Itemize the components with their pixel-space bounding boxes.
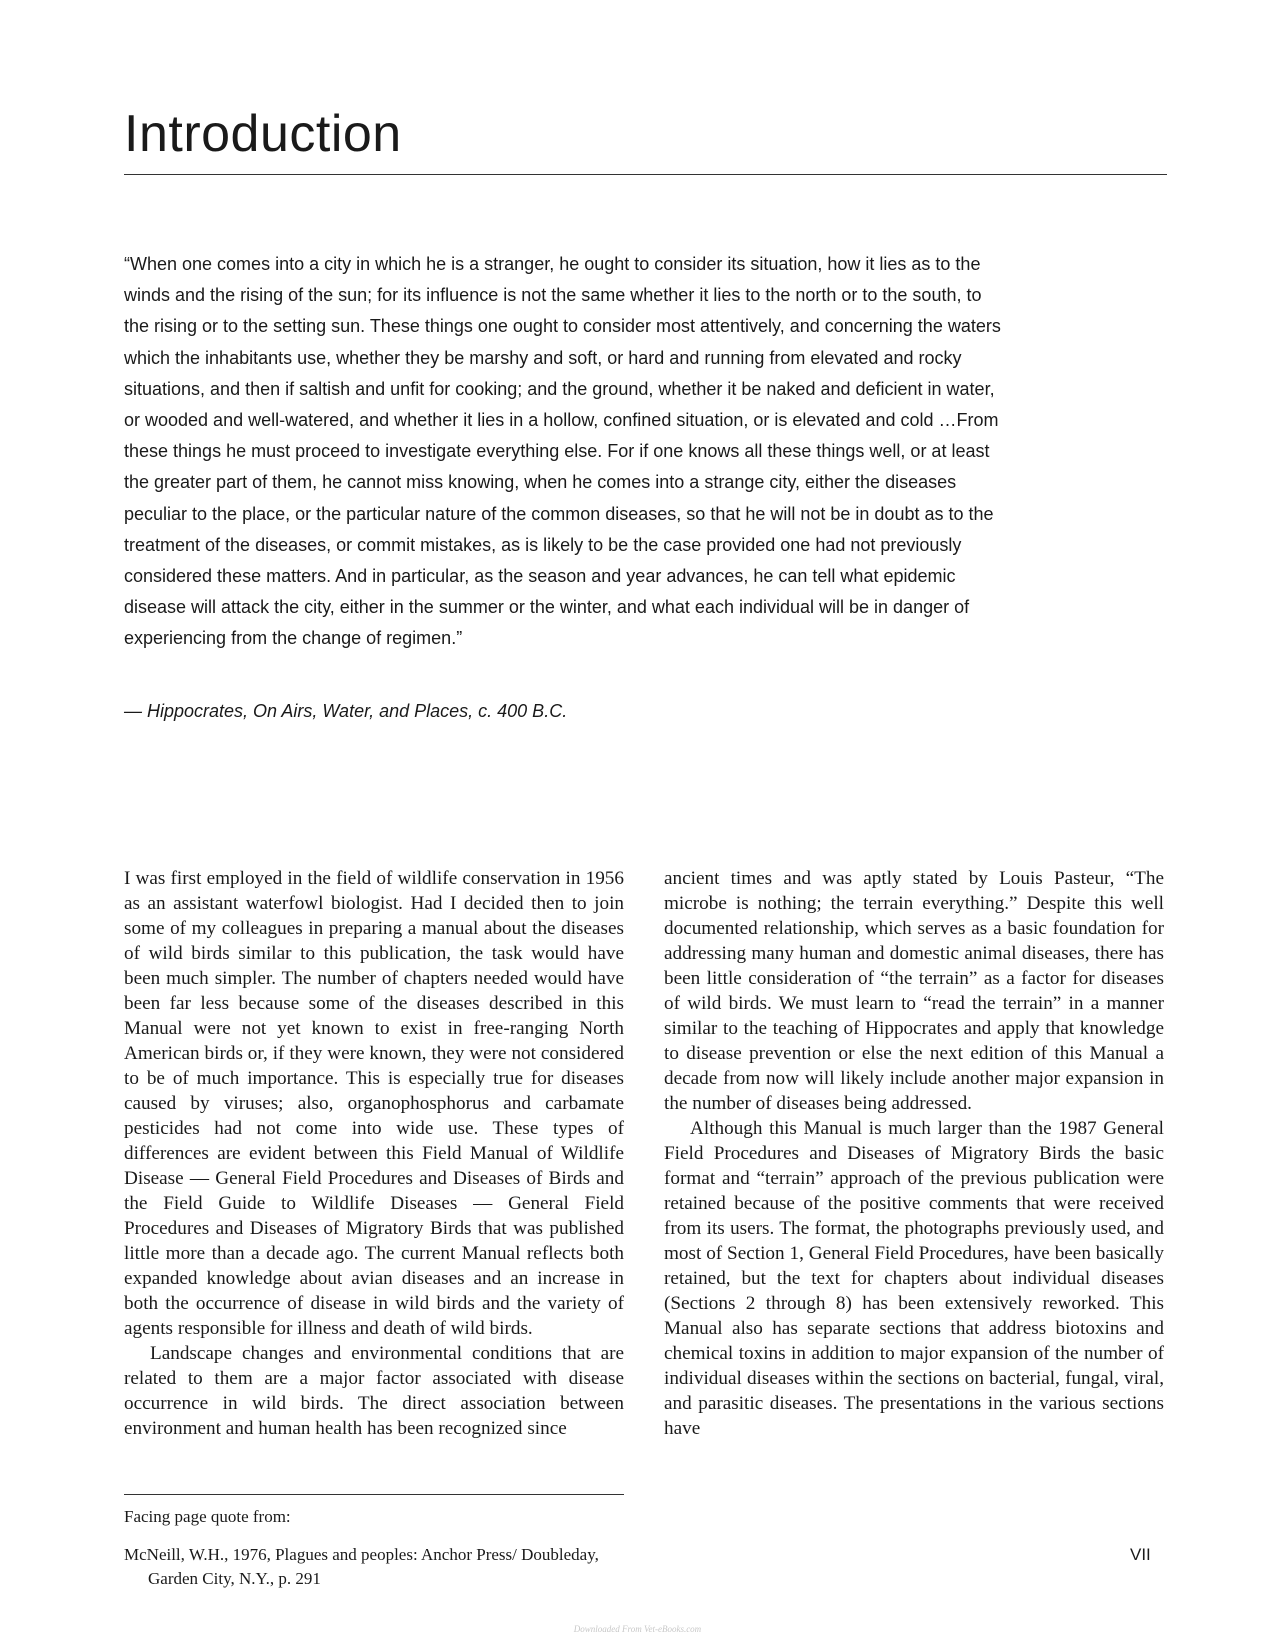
title-divider: [124, 174, 1167, 175]
epigraph-attribution: — Hippocrates, On Airs, Water, and Places, c. 400 B.C.: [124, 701, 568, 721]
footnote-reference: McNeill, W.H., 1976, Plagues and peoples: Anchor Press/ Doubleday, Garden City, N.Y., p. 291: [124, 1545, 599, 1588]
body-paragraph: Although this Manual is much larger than the 1987 General Field Procedures and Diseases of Migratory Birds the basic format and “terrain” approach of the previous publication were retained because of the positive comments that were received from its users. The format, the photographs previously used, and most of Section 1, General Field Procedures, have been basically retained, but the text for chapters about individual diseases (Sections 2 through 8) has been extensively reworked. This Manual also has separate sections that address biotoxins and chemical toxins in addition to major expansion of the number of individual diseases within the sections on bacterial, fungal, viral, and parasitic diseases. The presentations in the various sections have: [664, 1118, 1164, 1439]
page-title: Introduction: [124, 105, 402, 163]
body-paragraph: Landscape changes and environmental conditions that are related to them are a major factor associated with disease occurrence in wild birds. The direct association between environment and human health has been recognized since: [124, 1343, 624, 1439]
body-column-right: [664, 866, 1164, 1441]
watermark: Downloaded From Vet-eBooks.com: [573, 1624, 702, 1634]
body-paragraph: I was first employed in the field of wildlife conservation in 1956 as an assistant waterfowl biologist. Had I decided then to join some of my colleagues in preparing a manual about the diseases of wild birds similar to this publication, the task would have been much simpler. The number of chapters needed would have been far less because some of the diseases described in this Manual were not yet known to exist in free-ranging North American birds or, if they were known, they were not considered to be of much importance. This is especially true for diseases caused by viruses; also, organophosphorus and carbamate pesticides had not come into wide use. These types of differences are evident between this Field Manual of Wildlife Disease — General Field Procedures and Diseases of Birds and the Field Guide to Wildlife Diseases — General Field Procedures and Diseases of Migratory Birds that was published little more than a decade ago. The current Manual reflects both expanded knowledge about avian diseases and an increase in both the occurrence of disease in wild birds and the variety of agents responsible for illness and death of wild birds.: [124, 868, 624, 1339]
body-paragraph: ancient times and was aptly stated by Louis Pasteur, “The microbe is nothing; the terrain everything.” Despite this well documented relationship, which serves as a basic foundation for addressing many human and domestic animal diseases, there has been little consideration of “the terrain” as a factor for diseases of wild birds. We must learn to “read the terrain” in a manner similar to the teaching of Hippocrates and apply that knowledge to disease prevention or else the next edition of this Manual a decade from now will likely include another major expansion in the number of diseases being addressed.: [664, 868, 1164, 1114]
body-column-left: [124, 866, 624, 1441]
epigraph-quote: “When one comes into a city in which he is a stranger, he ought to consider its situation, how it lies as to the winds and the rising of the sun; for its influence is not the same whether it lies to the north or to the south, to the rising or to the setting sun. These things one ought to consider most attentively, and concerning the waters which the inhabitants use, whether they be marshy and soft, or hard and running from elevated and rocky situations, and then if saltish and unfit for cooking; and the ground, whether it be naked and deficient in water, or wooded and well-watered, and whether it lies in a hollow, confined situation, or is elevated and cold …From these things he must proceed to investigate everything else. For if one knows all these things well, or at least the greater part of them, he cannot miss knowing, when he comes into a strange city, either the diseases peculiar to the place, or the particular nature of the common diseases, so that he will not be in doubt as to the treatment of the diseases, or commit mistakes, as is likely to be the case provided one had not previously considered these matters. And in particular, as the season and year advances, he can tell what epidemic disease will attack the city, either in the summer or the winter, and what each individual will be in danger of experiencing from the change of regimen.”: [124, 254, 1001, 649]
footnote-label: Facing page quote from:: [124, 1507, 291, 1526]
page-number: VII: [1130, 1545, 1151, 1564]
footnote-divider: [124, 1494, 624, 1495]
